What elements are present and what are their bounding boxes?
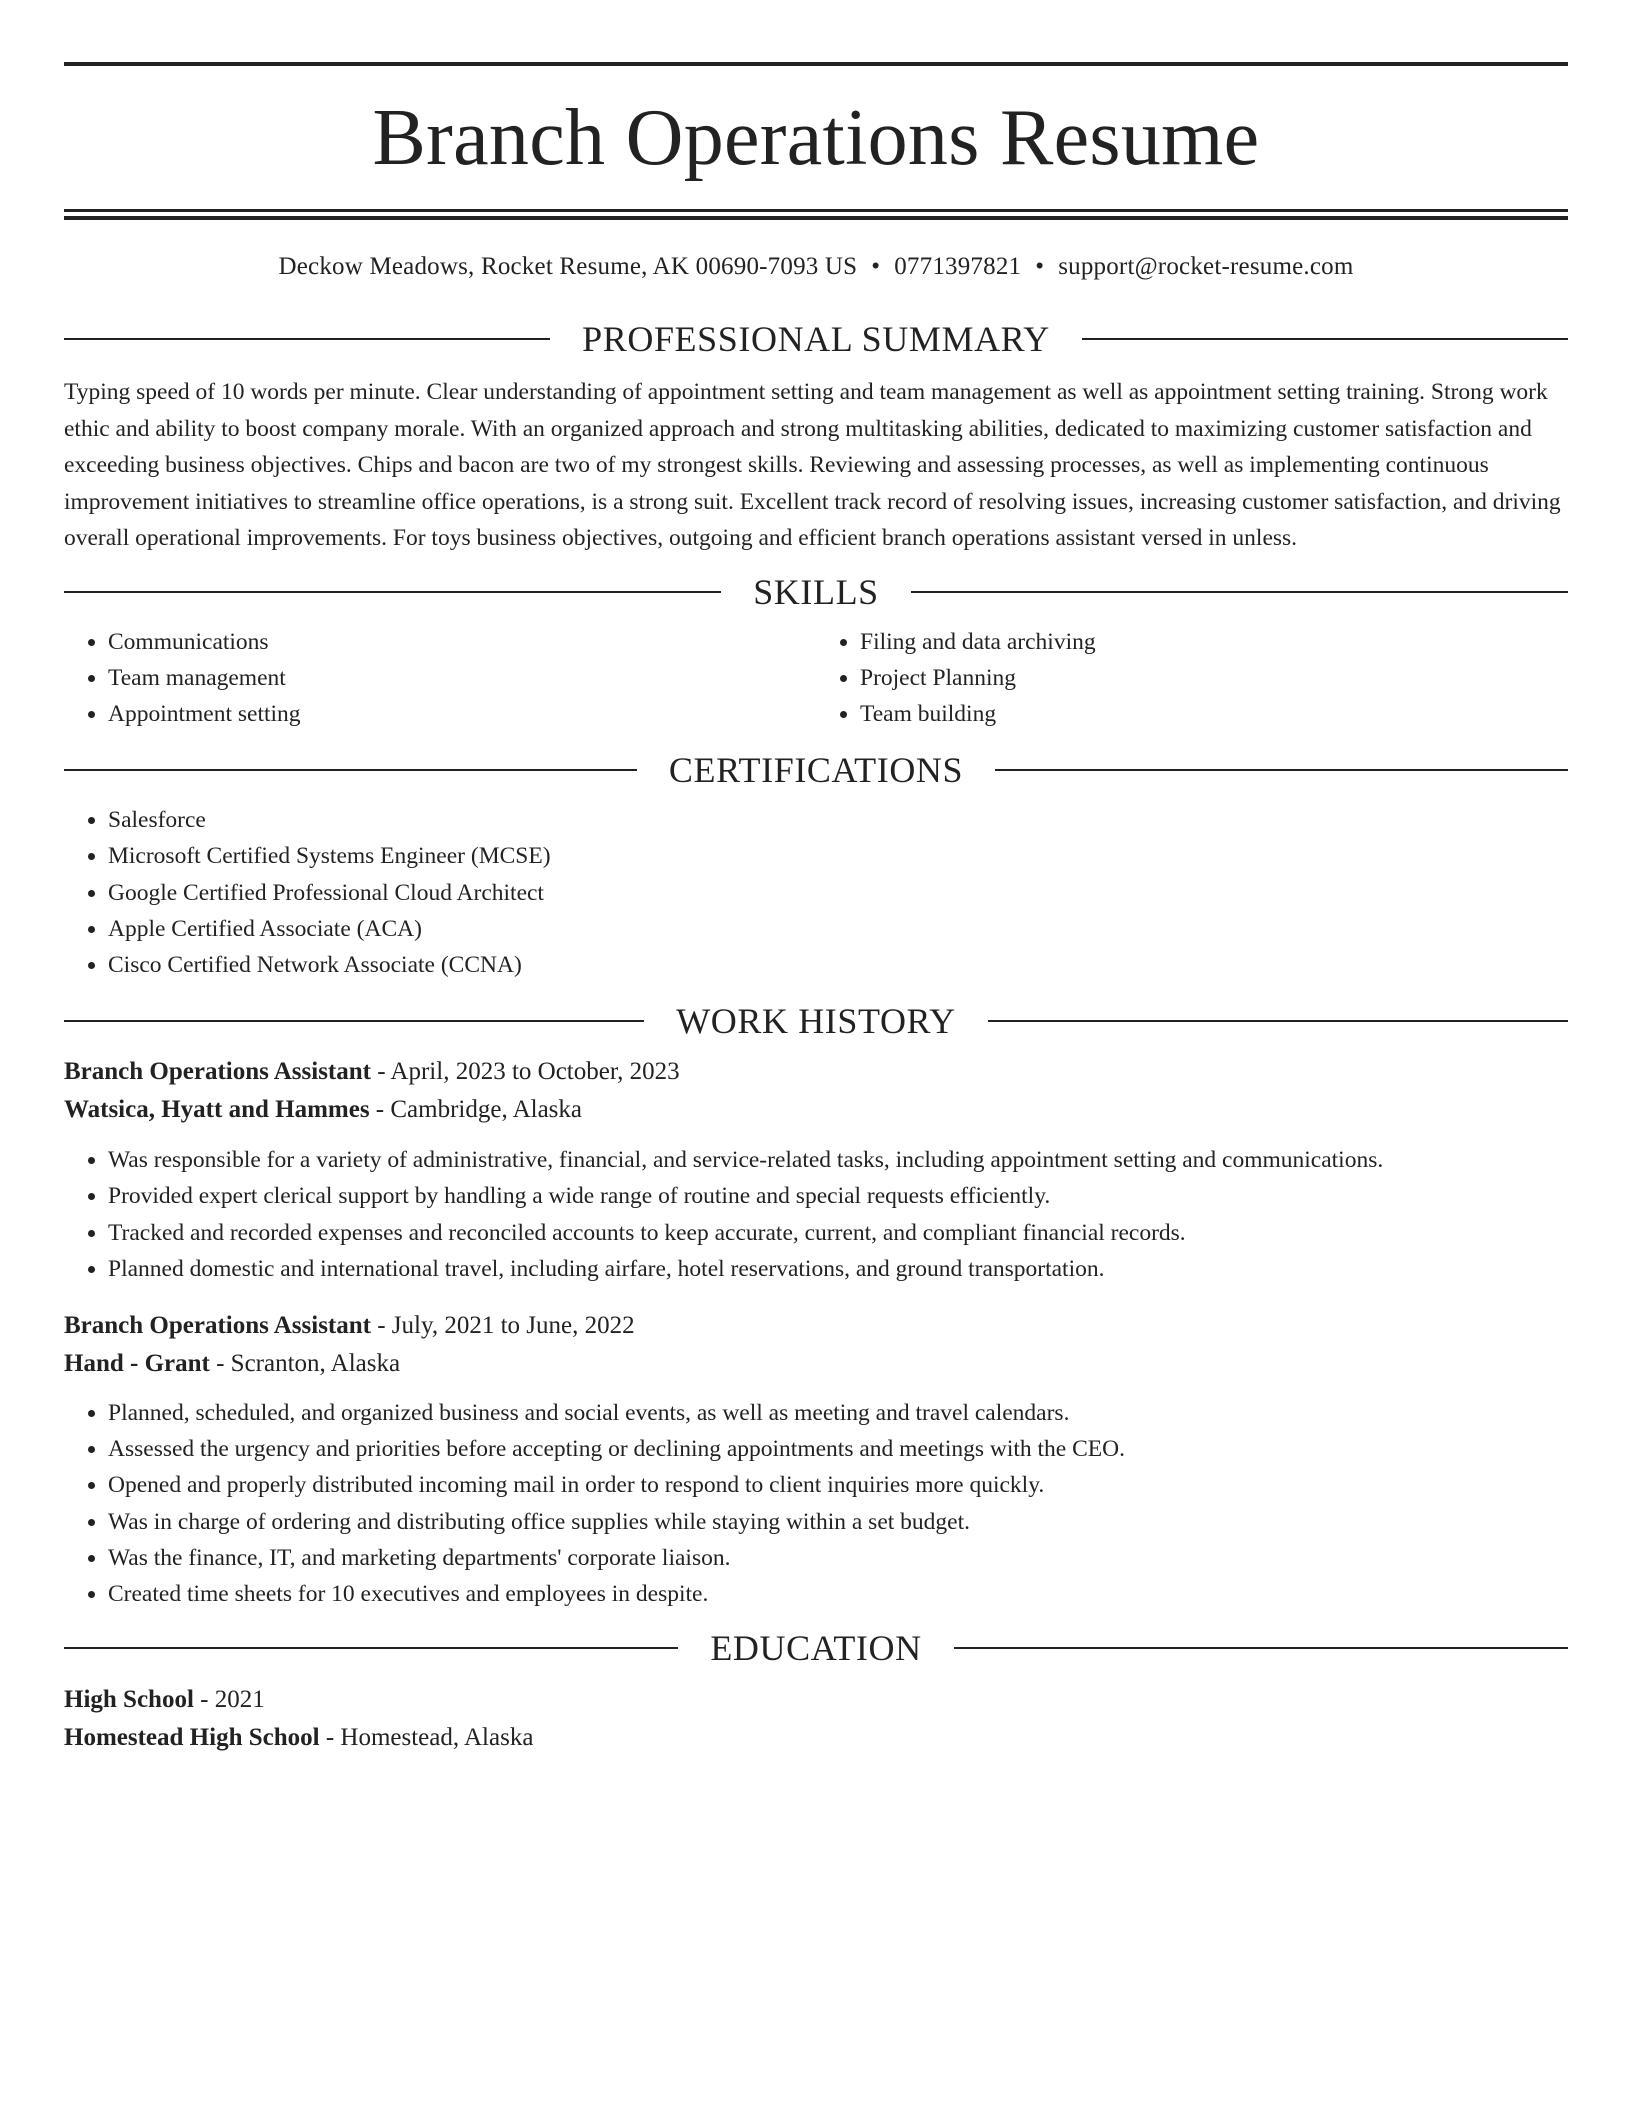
education-location: - Homestead, Alaska bbox=[319, 1724, 534, 1752]
section-rule bbox=[64, 338, 550, 340]
title-double-rule bbox=[64, 209, 1568, 220]
section-header-skills bbox=[64, 570, 1568, 614]
section-rule bbox=[988, 1020, 1568, 1022]
job-bullet: • Planned domestic and international travel, including airfare, hotel reservations, and ground transportation. bbox=[108, 1251, 1568, 1287]
job-bullet: • Assessed the urgency and priorities before accepting or declining appointments and meetings with the CEO. bbox=[108, 1431, 1568, 1467]
skill-item: • Team management bbox=[108, 660, 816, 696]
section-title-skills: SKILLS bbox=[753, 571, 879, 612]
job-bullet: • Provided expert clerical support by handling a wide range of routine and special requests efficiently. bbox=[108, 1178, 1568, 1214]
contact-address: Deckow Meadows, Rocket Resume, AK 00690-7093 US bbox=[278, 253, 858, 280]
education-school: Homestead High School bbox=[64, 1724, 320, 1752]
section-rule bbox=[64, 1020, 644, 1022]
contact-separator: • bbox=[1035, 253, 1045, 280]
section-title-certifications: CERTIFICATIONS bbox=[668, 750, 964, 791]
section-rule bbox=[64, 1647, 678, 1649]
section-rule bbox=[64, 591, 721, 593]
contact-email[interactable]: support@rocket-resume.com bbox=[1058, 253, 1354, 280]
certification-item: • Google Certified Professional Cloud Architect bbox=[108, 875, 1568, 911]
section-rule bbox=[64, 769, 637, 771]
job-bullet: • Tracked and recorded expenses and reconciled accounts to keep accurate, current, and compliant financial records. bbox=[108, 1215, 1568, 1251]
resume-title: Branch Operations Resume bbox=[372, 94, 1260, 182]
education-degree-line bbox=[64, 1681, 1568, 1719]
skill-item: • Communications bbox=[108, 624, 816, 660]
job-bullets bbox=[64, 1395, 1568, 1612]
certification-item: • Cisco Certified Network Associate (CCNA) bbox=[108, 947, 1568, 983]
job-entry bbox=[64, 1053, 1568, 1287]
skill-item: • Appointment setting bbox=[108, 696, 816, 732]
section-header-summary bbox=[64, 317, 1568, 361]
certifications-list bbox=[64, 802, 1568, 983]
education-entry bbox=[64, 1681, 1568, 1757]
job-bullet: • Was in charge of ordering and distributing office supplies while staying within a set budget. bbox=[108, 1504, 1568, 1540]
education-degree: High School bbox=[64, 1686, 194, 1714]
education-school-line bbox=[64, 1719, 1568, 1757]
section-title-education: EDUCATION bbox=[710, 1628, 922, 1669]
job-company: Watsica, Hyatt and Hammes bbox=[64, 1096, 370, 1124]
job-company-line bbox=[64, 1345, 1568, 1383]
section-title-summary: PROFESSIONAL SUMMARY bbox=[582, 319, 1050, 359]
job-title-line bbox=[64, 1307, 1568, 1345]
job-bullet: • Opened and properly distributed incoming mail in order to respond to client inquiries more quickly. bbox=[108, 1467, 1568, 1503]
contact-phone: 0771397821 bbox=[894, 253, 1022, 280]
job-title-line bbox=[64, 1053, 1568, 1091]
section-title-work-history: WORK HISTORY bbox=[676, 1001, 956, 1042]
job-bullet: • Was the finance, IT, and marketing departments' corporate liaison. bbox=[108, 1540, 1568, 1576]
education-year: - 2021 bbox=[193, 1686, 265, 1714]
section-rule bbox=[954, 1647, 1568, 1649]
skills-list bbox=[64, 624, 1568, 733]
certification-item: • Apple Certified Associate (ACA) bbox=[108, 911, 1568, 947]
job-bullet: • Was responsible for a variety of administrative, financial, and service-related tasks, including appointment setting and communications. bbox=[108, 1142, 1568, 1178]
contact-separator: • bbox=[871, 253, 881, 280]
certification-item: • Salesforce bbox=[108, 802, 1568, 838]
certification-item: • Microsoft Certified Systems Engineer (MCSE) bbox=[108, 838, 1568, 874]
skills-column-left bbox=[64, 624, 816, 733]
summary-text: Typing speed of 10 words per minute. Clear understanding of appointment setting and team management as well as appointment setting training. Strong work ethic and ability to boost company morale. With an organized approach and strong multitasking abilities, dedicated to maximizing customer satisfaction and exceeding business objectives. Chips and bacon are two of my strongest skills. Reviewing and assessing processes, as well as implementing continuous improvement initiatives to streamline office operations, is a strong suit. Excellent track record of resolving issues, increasing customer satisfaction, and driving overall operational improvements. For toys business objectives, outgoing and efficient branch operations assistant versed in unless. bbox=[64, 379, 1561, 551]
skill-item: • Filing and data archiving bbox=[860, 624, 1568, 660]
skills-column-right bbox=[816, 624, 1568, 733]
skill-item: • Team building bbox=[860, 696, 1568, 732]
job-entry bbox=[64, 1307, 1568, 1612]
section-rule bbox=[1082, 338, 1568, 340]
job-role: Branch Operations Assistant bbox=[64, 1311, 371, 1339]
job-bullet: • Planned, scheduled, and organized business and social events, as well as meeting and travel calendars. bbox=[108, 1395, 1568, 1431]
section-header-education bbox=[64, 1626, 1568, 1670]
section-header-certifications bbox=[64, 748, 1568, 792]
job-bullet: • Created time sheets for 10 executives and employees in despite. bbox=[108, 1576, 1568, 1612]
section-rule bbox=[911, 591, 1568, 593]
top-rule bbox=[64, 62, 1568, 66]
section-rule bbox=[995, 769, 1568, 771]
section-header-work-history bbox=[64, 999, 1568, 1043]
job-location: - Cambridge, Alaska bbox=[369, 1096, 582, 1124]
job-dates: - April, 2023 to October, 2023 bbox=[370, 1058, 680, 1086]
job-dates: - July, 2021 to June, 2022 bbox=[370, 1311, 635, 1339]
job-role: Branch Operations Assistant bbox=[64, 1058, 371, 1086]
contact-line bbox=[64, 250, 1568, 284]
job-location: - Scranton, Alaska bbox=[209, 1349, 401, 1377]
job-company: Hand - Grant bbox=[64, 1349, 210, 1377]
job-bullets bbox=[64, 1142, 1568, 1287]
job-company-line bbox=[64, 1091, 1568, 1129]
skill-item: • Project Planning bbox=[860, 660, 1568, 696]
